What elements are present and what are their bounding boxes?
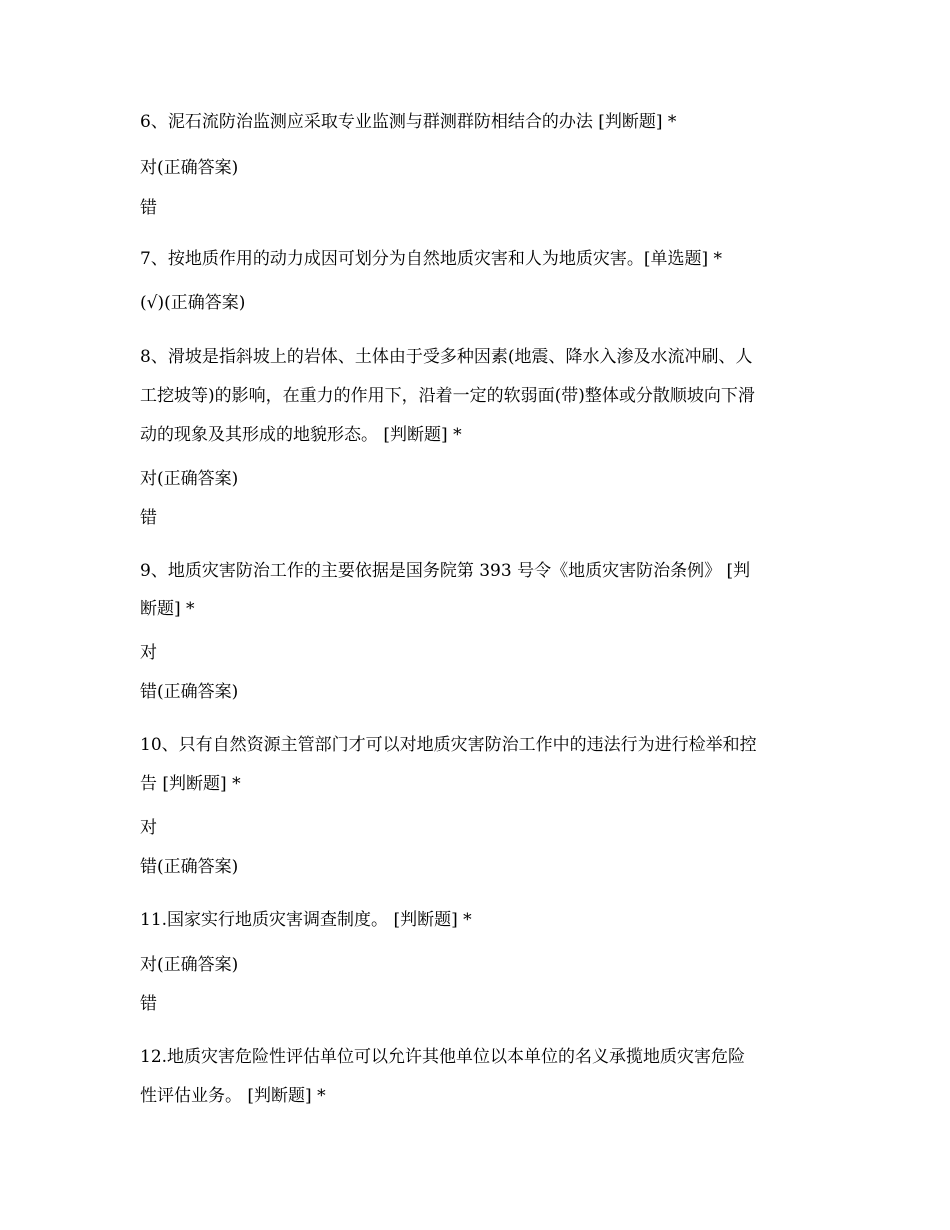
question-8-text-line-1: 8、滑坡是指斜坡上的岩体、土体由于受多种因素(地震、降水入渗及水流冲刷、人 [140,347,753,367]
question-6-option-false: 错 [140,198,157,218]
question-7-text-line-1: 7、按地质作用的动力成因可划分为自然地质灾害和人为地质灾害。[单选题] * [140,249,722,269]
question-6-text-line-1: 6、泥石流防治监测应采取专业监测与群测群防相结合的办法 [判断题] * [140,112,677,132]
question-8-option-false: 错 [140,508,157,528]
question-12-text-line-2: 性评估业务。 [判断题] * [140,1086,326,1106]
question-8-text-line-3: 动的现象及其形成的地貌形态。 [判断题] * [140,425,462,445]
question-10-option-false: 错(正确答案) [140,857,239,877]
question-11-option-true: 对(正确答案) [140,955,239,975]
question-10-text-line-2: 告 [判断题] * [140,774,241,794]
question-9-text-line-2: 断题] * [140,599,195,619]
question-11-text-line-1: 11.国家实行地质灾害调查制度。 [判断题] * [140,910,472,930]
question-7-option-1: (√)(正确答案) [140,293,246,313]
question-12-text-line-1: 12.地质灾害危险性评估单位可以允许其他单位以本单位的名义承揽地质灾害危险 [140,1047,746,1067]
question-9-option-true: 对 [140,643,157,663]
question-11-option-false: 错 [140,994,157,1014]
question-8-option-true: 对(正确答案) [140,469,239,489]
question-9-option-false: 错(正确答案) [140,682,239,702]
question-10-option-true: 对 [140,818,157,838]
question-8-text-line-2: 工挖坡等)的影响，在重力的作用下，沿着一定的软弱面(带)整体或分散顺坡向下滑 [140,386,755,406]
question-10-text-line-1: 10、只有自然资源主管部门才可以对地质灾害防治工作中的违法行为进行检举和控 [140,735,757,755]
question-6-option-true: 对(正确答案) [140,158,239,178]
question-9-text-line-1: 9、地质灾害防治工作的主要依据是国务院第 393 号令《地质灾害防治条例》 [判 [140,561,751,581]
